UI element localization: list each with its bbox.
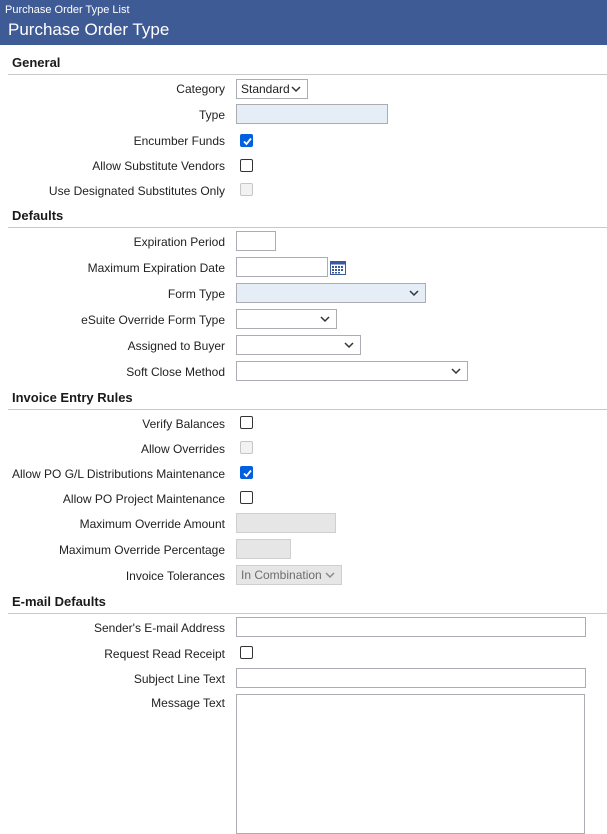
allow-po-project-maintenance-checkbox[interactable] xyxy=(240,491,253,504)
allow-po-project-maintenance-label: Allow PO Project Maintenance xyxy=(62,492,225,506)
allow-substitute-vendors-checkbox[interactable] xyxy=(240,159,253,172)
encumber-funds-checkbox[interactable] xyxy=(240,134,253,147)
assigned-to-buyer-label: Assigned to Buyer xyxy=(127,339,225,353)
allow-po-gl-distributions-maintenance-checkbox[interactable] xyxy=(240,466,253,479)
section-divider xyxy=(8,74,607,75)
subject-line-text-input[interactable] xyxy=(236,668,586,688)
message-text-textarea[interactable] xyxy=(236,694,585,834)
use-designated-substitutes-only-label: Use Designated Substitutes Only xyxy=(48,184,225,198)
assigned-to-buyer-select[interactable] xyxy=(236,335,361,355)
senders-email-address-label: Sender's E-mail Address xyxy=(93,621,225,635)
allow-po-gl-distributions-maintenance-label: Allow PO G/L Distributions Maintenance xyxy=(12,467,225,481)
chevron-down-icon xyxy=(320,315,330,323)
invoice-tolerances-label: Invoice Tolerances xyxy=(125,569,225,583)
invoice-tolerances-select xyxy=(236,565,342,585)
allow-substitute-vendors-label: Allow Substitute Vendors xyxy=(92,159,225,173)
expiration-period-label: Expiration Period xyxy=(133,235,225,249)
category-select[interactable] xyxy=(236,79,308,99)
section-divider xyxy=(8,227,607,228)
section-email-defaults-heading: E-mail Defaults xyxy=(12,594,106,609)
maximum-override-amount-input xyxy=(236,513,336,533)
request-read-receipt-label: Request Read Receipt xyxy=(104,647,225,661)
encumber-funds-label: Encumber Funds xyxy=(133,134,225,148)
esuite-override-form-type-select[interactable] xyxy=(236,309,337,329)
section-defaults-heading: Defaults xyxy=(12,208,64,223)
type-input[interactable] xyxy=(236,104,388,124)
form-type-select[interactable] xyxy=(236,283,426,303)
chevron-down-icon xyxy=(451,367,461,375)
chevron-down-icon xyxy=(409,289,419,297)
chevron-down-icon xyxy=(325,571,335,579)
chevron-down-icon xyxy=(291,85,301,93)
checkmark-icon xyxy=(242,468,253,479)
page-title: Purchase Order Type xyxy=(8,20,170,39)
calendar-icon[interactable] xyxy=(330,261,346,275)
maximum-expiration-date-label: Maximum Expiration Date xyxy=(87,261,225,275)
message-text-label: Message Text xyxy=(151,696,225,710)
allow-overrides-label: Allow Overrides xyxy=(140,442,225,456)
category-value: Standard xyxy=(241,82,290,96)
type-label: Type xyxy=(198,108,225,122)
form-type-label: Form Type xyxy=(167,287,225,301)
subject-line-text-label: Subject Line Text xyxy=(133,672,225,686)
expiration-period-input[interactable] xyxy=(236,231,276,251)
verify-balances-label: Verify Balances xyxy=(142,417,225,431)
section-divider xyxy=(8,613,607,614)
soft-close-method-select[interactable] xyxy=(236,361,468,381)
soft-close-method-label: Soft Close Method xyxy=(126,365,225,379)
section-general-heading: General xyxy=(12,55,61,70)
maximum-override-percentage-label: Maximum Override Percentage xyxy=(58,543,225,557)
category-label: Category xyxy=(176,82,225,96)
chevron-down-icon xyxy=(344,341,354,349)
breadcrumb-purchase-order-type-list[interactable]: Purchase Order Type List xyxy=(5,4,130,16)
maximum-override-percentage-input xyxy=(236,539,291,559)
section-invoice-entry-rules-heading: Invoice Entry Rules xyxy=(12,390,133,405)
maximum-override-amount-label: Maximum Override Amount xyxy=(79,517,225,531)
allow-overrides-checkbox xyxy=(240,441,253,454)
maximum-expiration-date-input[interactable] xyxy=(236,257,328,277)
section-divider xyxy=(8,409,607,410)
esuite-override-form-type-label: eSuite Override Form Type xyxy=(81,313,225,327)
invoice-tolerances-value: In Combination xyxy=(241,568,322,582)
use-designated-substitutes-only-checkbox xyxy=(240,183,253,196)
request-read-receipt-checkbox[interactable] xyxy=(240,646,253,659)
senders-email-address-input[interactable] xyxy=(236,617,586,637)
page-header xyxy=(0,0,607,45)
verify-balances-checkbox[interactable] xyxy=(240,416,253,429)
checkmark-icon xyxy=(242,136,253,147)
